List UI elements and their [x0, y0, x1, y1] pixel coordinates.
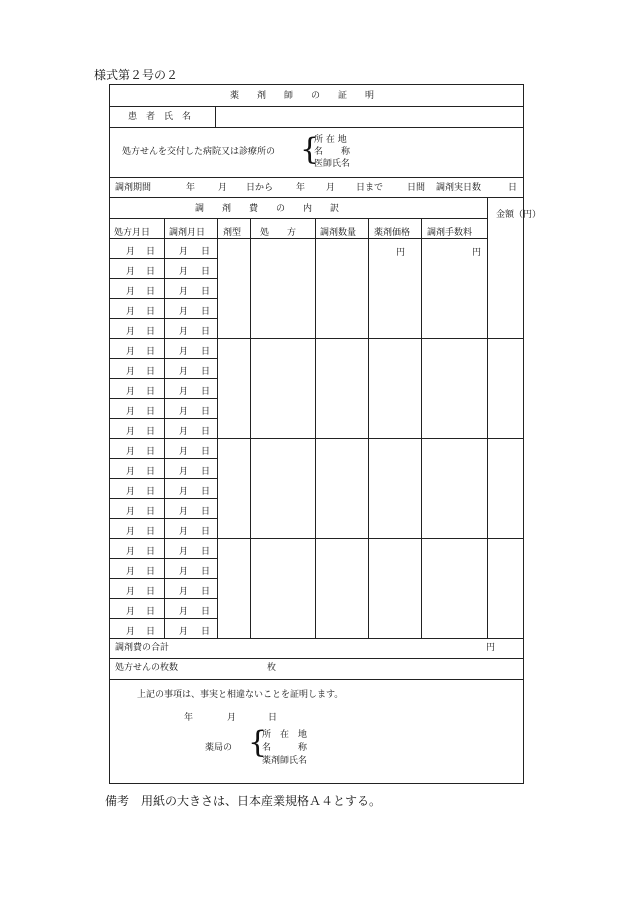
dispensing-month-label: 月 — [179, 587, 189, 597]
dispensing-month-label: 月 — [179, 247, 189, 257]
prescription-month-label: 月 — [126, 367, 136, 377]
dispensing-day-label: 日 — [201, 287, 211, 297]
table-row[interactable] — [110, 258, 217, 278]
dispensing-day-label: 日 — [201, 507, 211, 517]
prescription-month-label: 月 — [126, 347, 136, 357]
dispensing-day-label: 日 — [201, 247, 211, 257]
period-days: 日間 — [407, 183, 426, 193]
column-divider — [315, 218, 316, 638]
table-row[interactable] — [110, 558, 217, 578]
dispensing-day-label: 日 — [201, 587, 211, 597]
dispensing-month-label: 月 — [179, 547, 189, 557]
dispensing-day-label: 日 — [201, 607, 211, 617]
amount-divider — [487, 198, 488, 638]
table-row[interactable] — [110, 458, 217, 478]
actual-days-unit: 日 — [508, 183, 518, 193]
dispensing-month-label: 月 — [179, 627, 189, 637]
dispensing-month-label: 月 — [179, 407, 189, 417]
prescription-month-label: 月 — [126, 467, 136, 477]
dispensing-day-label: 日 — [201, 467, 211, 477]
prescription-month-label: 月 — [126, 627, 136, 637]
prescription-day-label: 日 — [146, 447, 156, 457]
actual-days-label: 調剤実日数 — [436, 183, 482, 193]
prescription-month-label: 月 — [126, 587, 136, 597]
prescription-day-label: 日 — [146, 407, 156, 417]
pharmacy-name-label: 名 称 — [262, 743, 308, 753]
dispensing-day-label: 日 — [201, 347, 211, 357]
dispensing-month-label: 月 — [179, 507, 189, 517]
col-drug-price: 薬剤価格 — [374, 228, 411, 238]
period-to-year: 年 — [296, 183, 306, 193]
prescription-month-label: 月 — [126, 407, 136, 417]
prescription-month-label: 月 — [126, 287, 136, 297]
table-row[interactable] — [110, 278, 217, 298]
table-row[interactable] — [110, 398, 217, 418]
table-row[interactable] — [110, 518, 217, 538]
dispensing-month-label: 月 — [179, 607, 189, 617]
prescription-month-label: 月 — [126, 247, 136, 257]
dispensing-month-label: 月 — [179, 467, 189, 477]
table-row[interactable] — [110, 318, 217, 338]
dispensing-month-label: 月 — [179, 427, 189, 437]
prescription-day-label: 日 — [146, 627, 156, 637]
dispensing-month-label: 月 — [179, 527, 189, 537]
dispensing-day-label: 日 — [201, 427, 211, 437]
dispensing-day-label: 日 — [201, 327, 211, 337]
dispensing-month-label: 月 — [179, 287, 189, 297]
prescription-day-label: 日 — [146, 527, 156, 537]
column-divider — [421, 218, 422, 638]
dispensing-day-label: 日 — [201, 627, 211, 637]
table-row[interactable] — [110, 578, 217, 598]
table-row[interactable] — [110, 358, 217, 378]
prescription-day-label: 日 — [146, 387, 156, 397]
table-row[interactable] — [110, 418, 217, 438]
dispensing-month-label: 月 — [179, 367, 189, 377]
dispensing-day-label: 日 — [201, 407, 211, 417]
prescription-day-label: 日 — [146, 467, 156, 477]
yen-unit-fee: 円 — [472, 248, 482, 258]
cert-year: 年 — [184, 713, 194, 723]
total-label: 調剤費の合計 — [115, 643, 170, 653]
prescription-month-label: 月 — [126, 567, 136, 577]
prescription-day-label: 日 — [146, 587, 156, 597]
table-row[interactable] — [110, 618, 217, 638]
prescription-day-label: 日 — [146, 367, 156, 377]
prescription-month-label: 月 — [126, 507, 136, 517]
doctor-name-label: 医師氏名 — [314, 159, 351, 169]
prescription-day-label: 日 — [146, 307, 156, 317]
prescription-day-label: 日 — [146, 427, 156, 437]
table-row[interactable] — [110, 238, 217, 258]
prescription-month-label: 月 — [126, 447, 136, 457]
table-row[interactable] — [110, 298, 217, 318]
dispensing-month-label: 月 — [179, 307, 189, 317]
prescription-day-label: 日 — [146, 507, 156, 517]
prescription-month-label: 月 — [126, 547, 136, 557]
dispensing-month-label: 月 — [179, 347, 189, 357]
title-row — [110, 85, 523, 107]
patient-name-label: 患 者 氏 名 — [128, 112, 192, 122]
dispensing-day-label: 日 — [201, 487, 211, 497]
hospital-name-label: 名 称 — [314, 147, 351, 157]
pharmacy-label: 薬局の — [205, 743, 233, 753]
sheets-label: 処方せんの枚数 — [115, 663, 179, 673]
dispensing-day-label: 日 — [201, 567, 211, 577]
period-from-month: 月 — [218, 183, 228, 193]
prescription-month-label: 月 — [126, 267, 136, 277]
col-dosage-form: 剤型 — [223, 228, 242, 238]
prescription-day-label: 日 — [146, 547, 156, 557]
period-from: 日から — [246, 183, 274, 193]
prescription-day-label: 日 — [146, 607, 156, 617]
dispensing-month-label: 月 — [179, 327, 189, 337]
prescription-day-label: 日 — [146, 347, 156, 357]
dispensing-day-label: 日 — [201, 267, 211, 277]
prescription-day-label: 日 — [146, 287, 156, 297]
table-row[interactable] — [110, 438, 217, 458]
form-number: 様式第２号の２ — [94, 68, 179, 82]
period-label: 調剤期間 — [115, 183, 152, 193]
dispensing-day-label: 日 — [201, 547, 211, 557]
prescription-month-label: 月 — [126, 327, 136, 337]
dispensing-month-label: 月 — [179, 387, 189, 397]
prescription-month-label: 月 — [126, 387, 136, 397]
prescription-day-label: 日 — [146, 267, 156, 277]
form-title: 薬 剤 師 の 証 明 — [230, 91, 375, 101]
dispensing-day-label: 日 — [201, 367, 211, 377]
hospital-address-label: 所 在 地 — [314, 135, 347, 145]
prescription-day-label: 日 — [146, 487, 156, 497]
cert-month: 月 — [227, 713, 237, 723]
col-dispensing-date: 調剤月日 — [169, 228, 206, 238]
certification-text: 上記の事項は、事実と相違ないことを証明します。 — [137, 690, 344, 700]
prescription-month-label: 月 — [126, 427, 136, 437]
dispensing-day-label: 日 — [201, 387, 211, 397]
column-divider — [368, 218, 369, 638]
breakdown-header: 調 剤 費 の 内 訳 — [195, 204, 340, 214]
period-to-month: 月 — [326, 183, 336, 193]
certificate-form — [109, 84, 542, 784]
patient-name-field[interactable] — [216, 107, 522, 127]
total-unit: 円 — [486, 643, 496, 653]
col-dispensing-fee: 調剤手数料 — [427, 228, 473, 238]
dispensing-month-label: 月 — [179, 567, 189, 577]
table-row[interactable] — [110, 598, 217, 618]
prescription-month-label: 月 — [126, 607, 136, 617]
prescription-month-label: 月 — [126, 307, 136, 317]
prescription-day-label: 日 — [146, 247, 156, 257]
patient-name-row — [110, 107, 523, 128]
col-quantity: 調剤数量 — [320, 228, 357, 238]
period-from-year: 年 — [186, 183, 196, 193]
pharmacy-address-label: 所 在 地 — [262, 730, 308, 740]
prescription-day-label: 日 — [146, 327, 156, 337]
column-divider — [250, 218, 251, 638]
dispensing-day-label: 日 — [201, 307, 211, 317]
dispensing-day-label: 日 — [201, 527, 211, 537]
pharmacist-name-label: 薬剤師氏名 — [262, 756, 308, 766]
brace-icon: { — [300, 132, 320, 167]
prescription-day-label: 日 — [146, 567, 156, 577]
table-row[interactable] — [110, 538, 217, 558]
yen-unit-price: 円 — [396, 248, 406, 258]
table-row[interactable] — [110, 498, 217, 518]
remarks-note: 備考 用紙の大きさは、日本産業規格Ａ４とする。 — [105, 794, 382, 808]
dispensing-month-label: 月 — [179, 487, 189, 497]
dispensing-day-label: 日 — [201, 447, 211, 457]
dispensing-month-label: 月 — [179, 447, 189, 457]
table-row[interactable] — [110, 338, 217, 358]
amount-header: 金額（円） — [496, 210, 542, 220]
hospital-row — [110, 128, 523, 178]
dispensing-period-row — [110, 178, 523, 198]
sheets-unit: 枚 — [267, 663, 277, 673]
column-divider — [217, 218, 218, 638]
col-prescription-date: 処方月日 — [114, 228, 151, 238]
table-row[interactable] — [110, 378, 217, 398]
brace-icon: { — [248, 725, 268, 760]
dispensing-month-label: 月 — [179, 267, 189, 277]
prescription-month-label: 月 — [126, 527, 136, 537]
prescription-month-label: 月 — [126, 487, 136, 497]
period-to: 日まで — [356, 183, 384, 193]
table-row[interactable] — [110, 478, 217, 498]
hospital-label: 処方せんを交付した病院又は診療所の — [122, 147, 276, 157]
col-prescription: 処 方 — [260, 228, 297, 238]
cert-day: 日 — [268, 713, 278, 723]
